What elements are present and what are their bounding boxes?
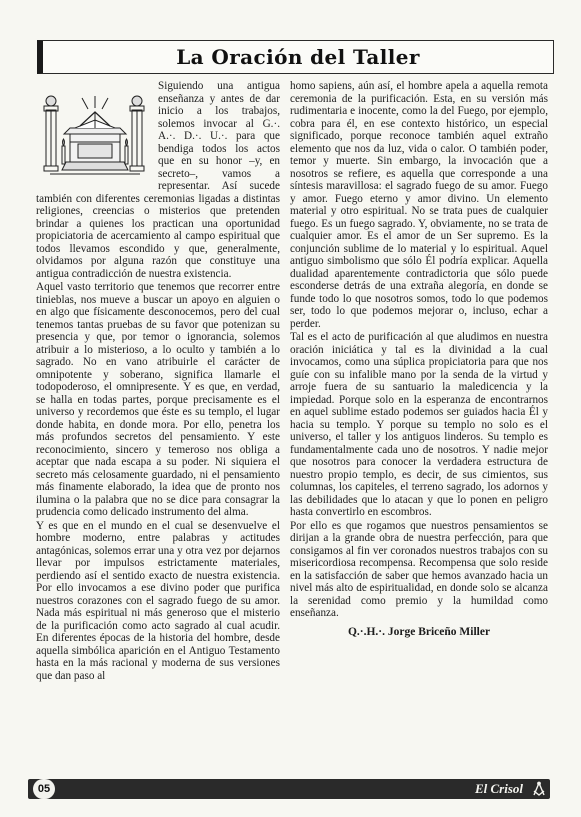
magazine-brand: El Crisol <box>474 781 523 796</box>
footer-bar <box>28 779 550 799</box>
author-signature: Q.·.H.·. Jorge Briceño Miller <box>347 625 491 638</box>
square-and-compass-icon <box>531 781 547 797</box>
title-box <box>37 40 554 74</box>
paragraph: Y es que en el mundo en el cual se desenvuelve el hombre moderno, entre palabras y actitudes antagónicas, solemos errar una y otra vez por dejarnos llevar por impulsos estrictamente materiales, perdiendo así el sentido exacto de nuestra existencia. Por ello invocamos a ese divino poder que purifica nuestros corazones con el sagrado fuego de su amor. Nada más espiritual ni más generoso que el misterio de la purificación como acto sagrado al cual acudir. En diferentes épocas de la historia del hombre, desde aquella simbólica aparición en el Antiguo Testamento hasta en la más racional y moderna de sus versiones que dan paso al <box>36 519 280 682</box>
paragraph: Aquel vasto territorio que tenemos que recorrer entre tinieblas, nos mueve a buscar un apoyo en alguien o en algo que físicamente desconocemos, pero del cual tenemos tantas pruebas de su favor que potenizan su presencia y que, por temor o ignorancia, solemos atribuir a lo misterioso, a lo oculto y también a lo sagrado. No en vano atribuirle el carácter de omnipotente y soberano, significa llamarle el todopoderoso, el omnipresente. Y es que, en verdad, se halla en todas partes, porque precisamente es el universo y recordemos que éste es su templo, el lugar donde habita, en donde mora. Por ello, penetra los más profundos secretos del pensamiento. Y este reconocimiento, sincero y temeroso nos obliga a aceptar que nada escapa a su poder. Ni siquiera el secreto más celosamente guardado, ni el pensamiento más finamente elaborado, la idea que de pronto nos ilumina o la palabra que no se dice para consagrar la prudencia como delicado instrumento del alma. <box>36 281 280 518</box>
paragraph: Tal es el acto de purificación al que aludimos en nuestra oración iniciática y tal es la divinidad a la cual invocamos, como una súplica propiciatoria para que nos guíe con su infalible mano por la senda de la virtud y arroje fuera de su santuario la maledicencia y la impiedad. Porque solo en la esperanza de encontrarnos en aquel sublime estado podemos ser guiados hacia Él y hacia su templo. Y porque su templo no solo es el universo, el taller y los antiguos linderos. Su templo es fundamentalmente cada uno de nosotros. Y nadie mejor que nosotros para conocer la verdadera estructura de nuestro propio templo, es decir, de sus cimientos, sus columnas, los capiteles, el terreno sagrado, los adornos y las debilidades que lo atacan y que lo ponen en peligro hasta convertirlo en escombros. <box>290 331 548 518</box>
article-title: La Oración del Taller <box>176 45 420 69</box>
article-column-left <box>36 80 280 683</box>
article-column-right <box>290 80 548 638</box>
paragraph: Por ello es que rogamos que nuestros pensamientos se dirijan a la grande obra de nuestra perfección, para que consigamos al fin ver coronados nuestros trabajos con su misericordiosa recompensa. Recompensa que solo reside en la satisfacción de saber que hemos avanzado hacia un nivel más alto de espiritualidad, en donde solo se alcanza la serenidad como premio y la humildad como enseñanza. <box>290 519 548 619</box>
page-number: 05 <box>33 779 55 799</box>
paragraph: homo sapiens, aún así, el hombre apela a aquella remota ceremonia de la purificación. Esta, en su versión más rudimentaria e inocente, como la del Fuego, por ejemplo, cobra para él, en ese contexto histórico, un especial significado, porque reconoce también aquel extraño elemento que nos da luz, vida o calor. O también poder, temor y muerte. Sin embargo, la invocación que a nosotros se refiere, es aquella que corresponde a una síntesis maravillosa: el sagrado fuego de su amor. Fuego y amor. Fuego eterno y amor divino. Un elemento material y otro espiritual. No se trata pues de cualquier fuego. Es un fuego sagrado. Y, obviamente, no se trata de cualquier amor. Es el amor de un Ser supremo. Es la conjunción sublime de lo material y lo espiritual. Aquel antiguo simbolismo que sólo Él podría explicar. Aquella dualidad aparentemente contradictoria que sólo puede esconderse detrás de una extraña alegoría, en donde se funde todo lo que nosotros somos, todo lo que podemos ser, todo lo que podemos mejorar o, incluso, echar a perder. <box>290 80 548 330</box>
paragraph: Siguiendo una antigua enseñanza y antes de dar inicio a los trabajos, solemos invocar al G.·. A.·. D.·. U.·. para que bendiga todos los actos que en su honor –y, en secreto–, vamos a representar. Así sucede también con diferentes ceremonias ligadas a distintas religiones, creencias o misterios que pretenden brindar a quienes los practican una oportunidad propiciatoria de acercamiento al campo espiritual que todos llevamos escondido y que, generalmente, olvidamos por alguna razón que constituye una antigua contradicción de nuestra existencia. <box>36 80 280 280</box>
